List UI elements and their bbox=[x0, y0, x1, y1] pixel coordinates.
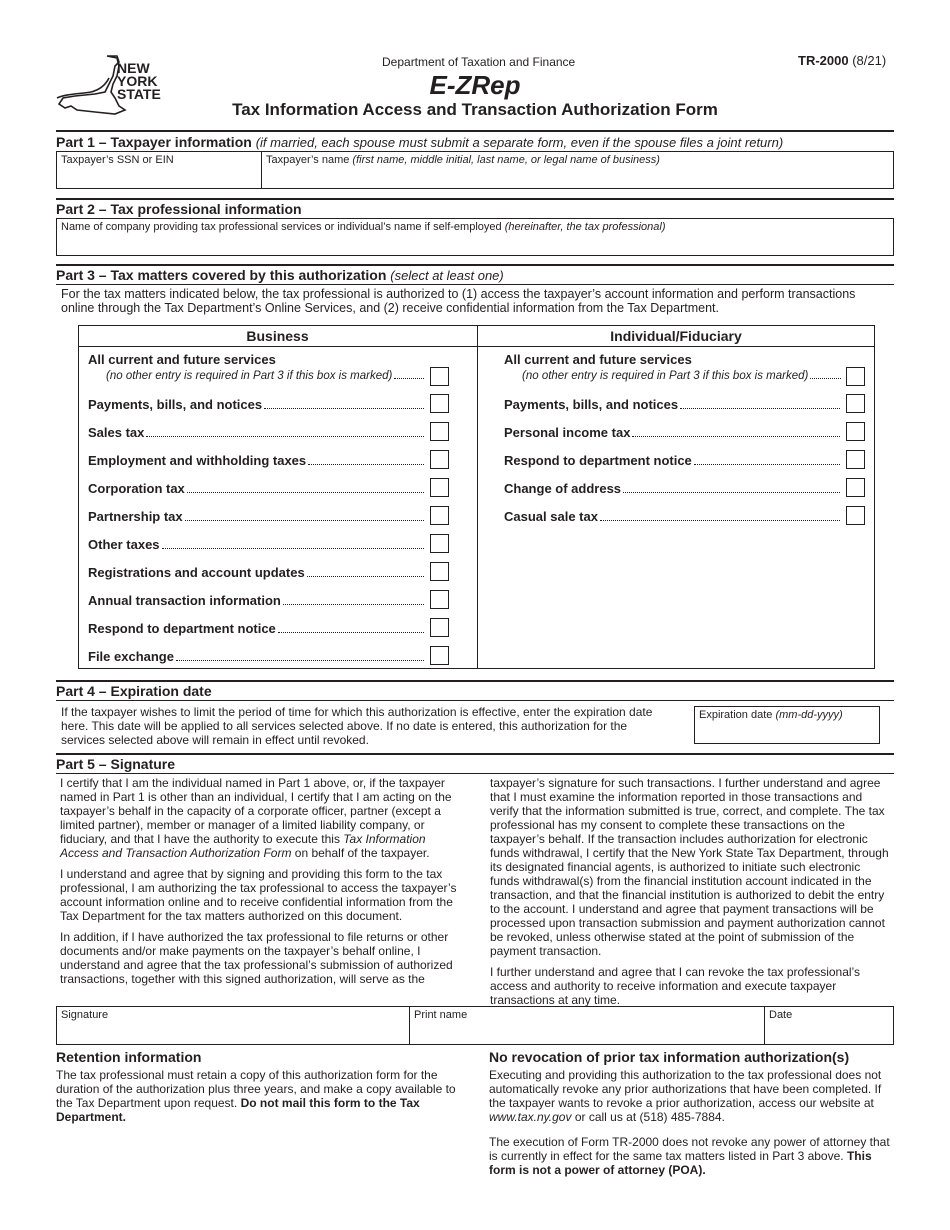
taxpayer-ssn-field[interactable] bbox=[56, 151, 262, 189]
form-number: TR-2000 bbox=[798, 53, 849, 68]
business-checkbox-annual-transaction-information[interactable] bbox=[430, 590, 449, 609]
business-item-payments-bills-and-notices bbox=[88, 397, 426, 412]
transactions-paragraph: In addition, if I have authorized the tax professional to file returns or other documents and/or make payments on the taxpayer’s behalf online, I understand and agree that the tax professional’s submission of authorized transactions, together with this signed authorization, will serve as the bbox=[60, 930, 453, 986]
business-item-label: Sales tax bbox=[88, 425, 145, 440]
individual-checkbox-payments-bills-and-notices[interactable] bbox=[846, 394, 865, 413]
part5-title: Part 5 – Signature bbox=[56, 756, 176, 772]
individual-all-services-label: All current and future services bbox=[504, 352, 692, 367]
part4-text: If the taxpayer wishes to limit the period of time for which this authorization is effective, enter the expiration date here. This date will be applied to all services selected above. If no date is entered, this authorization for the services selected above will remain in effect until revoked. bbox=[61, 705, 653, 747]
tax-professional-name-field[interactable] bbox=[56, 218, 894, 256]
business-checkbox-file-exchange[interactable] bbox=[430, 646, 449, 665]
revocation-title: No revocation of prior tax information authorization(s) bbox=[489, 1049, 850, 1065]
taxpayer-name-field[interactable] bbox=[261, 151, 894, 189]
print-name-field[interactable] bbox=[409, 1006, 765, 1045]
taxpayer-name-label: Taxpayer’s name (first name, middle initial, last name, or legal name of business) bbox=[266, 154, 660, 166]
logo-word-state: STATE bbox=[117, 86, 161, 102]
individual-item-change-of-address bbox=[504, 481, 842, 496]
form-subtitle: Tax Information Access and Transaction Authorization Form bbox=[232, 100, 718, 119]
business-column-heading: Business bbox=[246, 328, 309, 344]
logo-word-new: NEW bbox=[117, 60, 150, 76]
business-checkbox-registrations-and-account-updates[interactable] bbox=[430, 562, 449, 581]
ssn-label: Taxpayer’s SSN or EIN bbox=[61, 154, 174, 166]
part3-title: Part 3 – Tax matters covered by this authorization (select at least one) bbox=[56, 267, 504, 283]
form-number-block bbox=[798, 53, 886, 68]
date-label: Date bbox=[769, 1009, 793, 1021]
signature-field[interactable] bbox=[56, 1006, 410, 1045]
part1-title: Part 1 – Taxpayer information (if married, each spouse must submit a separate form, even if the spouse files a joint return) bbox=[56, 134, 784, 150]
business-item-file-exchange bbox=[88, 649, 426, 664]
business-item-label: Partnership tax bbox=[88, 509, 183, 524]
individual-item-respond-to-department-notice bbox=[504, 453, 842, 468]
individual-column-heading: Individual/Fiduciary bbox=[610, 328, 742, 344]
individual-checkbox-casual-sale-tax[interactable] bbox=[846, 506, 865, 525]
business-all-services-note-row: (no other entry is required in Part 3 if this box is marked) bbox=[106, 370, 426, 382]
business-item-partnership-tax bbox=[88, 509, 426, 524]
part4-title: Part 4 – Expiration date bbox=[56, 683, 212, 699]
certification-paragraph: I certify that I am the individual named in Part 1 above, or, if the taxpayer named in Part 1 is other than an individual, I certify that I am acting on the taxpayer’s behalf in the capacity of a corporate officer, partner (except a limited partner), member or manager of a limited liability company, or fiduciary, and that I have the authority to execute this Tax Information Access and Transaction Authorization Form on behalf of the taxpayer. bbox=[60, 776, 452, 860]
business-checkbox-payments-bills-and-notices[interactable] bbox=[430, 394, 449, 413]
part5-left-column bbox=[60, 776, 460, 993]
business-item-employment-and-withholding-taxes bbox=[88, 453, 426, 468]
tax-professional-label: Name of company providing tax professional services or individual’s name if self-employed (hereinafter, the tax professional) bbox=[61, 221, 666, 233]
agreement-paragraph: I understand and agree that by signing and providing this form to the tax professional, I am authorizing the tax professional to access the taxpayer’s account information online and to receive confidential information from the Tax Department for the tax matters authorized on this document. bbox=[60, 867, 457, 923]
business-item-corporation-tax bbox=[88, 481, 426, 496]
expiration-date-field[interactable] bbox=[694, 706, 880, 744]
business-item-label: Annual transaction information bbox=[88, 593, 281, 608]
business-item-label: Other taxes bbox=[88, 537, 160, 552]
signature-label: Signature bbox=[61, 1009, 109, 1021]
business-item-label: File exchange bbox=[88, 649, 174, 664]
form-revision: (8/21) bbox=[852, 53, 887, 68]
form-title: E-ZRep bbox=[429, 70, 521, 100]
individual-item-label: Casual sale tax bbox=[504, 509, 598, 524]
revoke-access-paragraph: I further understand and agree that I can revoke the tax professional’s access and authority to receive information and execute taxpayer transactions at any time. bbox=[490, 965, 861, 1007]
retention-title: Retention information bbox=[56, 1049, 202, 1065]
business-item-respond-to-department-notice bbox=[88, 621, 426, 636]
business-item-registrations-and-account-updates bbox=[88, 565, 426, 580]
individual-item-payments-bills-and-notices bbox=[504, 397, 842, 412]
business-item-annual-transaction-information bbox=[88, 593, 426, 608]
business-checkbox-partnership-tax[interactable] bbox=[430, 506, 449, 525]
business-all-services-checkbox[interactable] bbox=[430, 367, 449, 386]
logo-word-york: YORK bbox=[117, 73, 158, 89]
individual-item-label: Personal income tax bbox=[504, 425, 631, 440]
business-checkbox-sales-tax[interactable] bbox=[430, 422, 449, 441]
date-field[interactable] bbox=[764, 1006, 894, 1045]
individual-all-services-checkbox[interactable] bbox=[846, 367, 865, 386]
individual-item-label: Payments, bills, and notices bbox=[504, 397, 679, 412]
individual-all-services-note-row: (no other entry is required in Part 3 if this box is marked) bbox=[522, 370, 843, 382]
business-item-sales-tax bbox=[88, 425, 426, 440]
individual-checkbox-change-of-address[interactable] bbox=[846, 478, 865, 497]
individual-item-label: Respond to department notice bbox=[504, 453, 692, 468]
business-checkbox-corporation-tax[interactable] bbox=[430, 478, 449, 497]
business-item-label: Registrations and account updates bbox=[88, 565, 305, 580]
website-link[interactable]: www.tax.ny.gov bbox=[489, 1110, 572, 1124]
business-checkbox-employment-and-withholding-taxes[interactable] bbox=[430, 450, 449, 469]
part3-intro: For the tax matters indicated below, the tax professional is authorized to (1) access the taxpayer’s account information and perform transactions online through the Tax Department’s Online Services, and (2) receive confidential information from the Tax Department. bbox=[61, 287, 856, 315]
individual-item-label: Change of address bbox=[504, 481, 622, 496]
business-item-label: Corporation tax bbox=[88, 481, 185, 496]
business-item-label: Payments, bills, and notices bbox=[88, 397, 263, 412]
part2-title: Part 2 – Tax professional information bbox=[56, 201, 302, 217]
business-checkbox-respond-to-department-notice[interactable] bbox=[430, 618, 449, 637]
expiration-date-label: Expiration date (mm-dd-yyyy) bbox=[699, 709, 843, 721]
business-item-label: Respond to department notice bbox=[88, 621, 276, 636]
business-all-services-label: All current and future services bbox=[88, 352, 276, 367]
individual-checkbox-respond-to-department-notice[interactable] bbox=[846, 450, 865, 469]
business-item-label: Employment and withholding taxes bbox=[88, 453, 307, 468]
individual-item-personal-income-tax bbox=[504, 425, 842, 440]
signature-transactions-paragraph: taxpayer’s signature for such transactions. I further understand and agree that I must examine the information reported in those transactions and verify that the information submitted is true, correct, and complete. The tax professional has my consent to complete these transactions on the taxpayer’s behalf. If the transaction includes authorization for electronic funds withdrawal, I certify that the New York State Tax Department, through its designated financial agents, is authorized to initiate such electronic funds withdrawal(s) from the financial institution account indicated in the transaction, and that the financial institution is authorized to debit the entry to the account. I understand and agree that payment transactions will be processed upon transaction submission and payment authorization cannot be revoked, unless otherwise stated at the point of submission of the payment transaction. bbox=[490, 776, 889, 958]
revocation-text: Executing and providing this authorization to the tax professional does not automatically revoke any prior authorizations that have been completed. If the taxpayer wants to revoke a prior authorization, access our website at www.tax.ny.gov or call us at (518) 485-7884. The execution of Form TR-2000 does not revoke any power of attorney that is currently in effect for the same tax matters listed in Part 3 above. This form is not a power of attorney (POA). bbox=[489, 1068, 890, 1177]
department-name: Department of Taxation and Finance bbox=[382, 55, 576, 69]
business-item-other-taxes bbox=[88, 537, 426, 552]
print-name-label: Print name bbox=[414, 1009, 468, 1021]
individual-checkbox-personal-income-tax[interactable] bbox=[846, 422, 865, 441]
retention-text: The tax professional must retain a copy of this authorization form for the duration of the authorization plus three years, and make a copy available to the Tax Department upon request. Do not mail this form to the Tax Department. bbox=[56, 1068, 456, 1124]
individual-item-casual-sale-tax bbox=[504, 509, 842, 524]
business-checkbox-other-taxes[interactable] bbox=[430, 534, 449, 553]
part5-right-column bbox=[490, 776, 892, 1014]
